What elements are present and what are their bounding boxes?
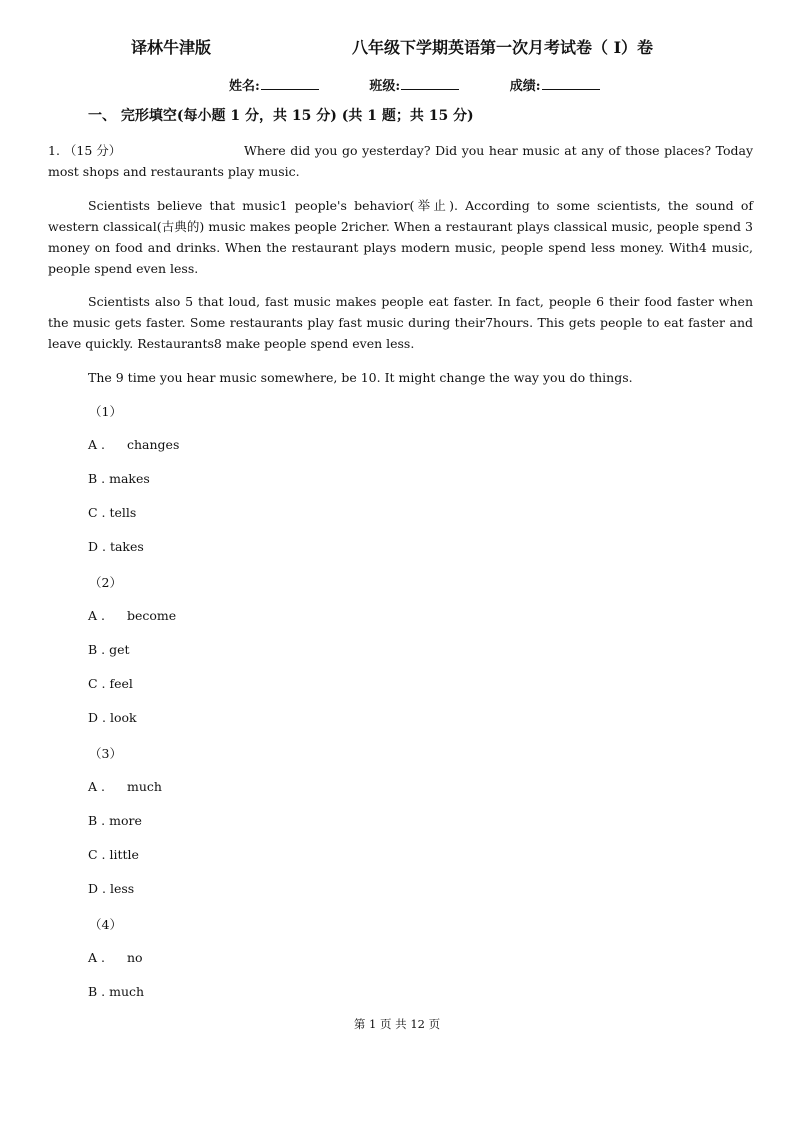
option-text: feel [109,676,133,691]
option-item [88,676,133,691]
option-letter: D . [88,710,106,725]
option-item [88,539,144,554]
class-blank [401,77,459,90]
option-letter: D . [88,881,106,896]
subquestion-label: （2） [89,575,122,590]
option-item [88,881,134,896]
option-text: tells [109,505,137,520]
class-field [369,75,459,94]
option-letter: B . [88,813,106,828]
option-item [88,779,162,794]
name-label: 姓名: [229,79,260,94]
score-field [510,75,600,94]
option-item [88,437,179,452]
option-text: takes [109,539,144,554]
option-item [88,471,150,486]
option-item [88,984,144,999]
page-footer: 第 1 页 共 12 页 [353,1017,441,1031]
passage-paragraph: Scientists also 5 that loud, fast music makes people eat faster. In fact, people 6 their food faster when the music gets faster. Some restaurants play fast music during their7hours. This gets people to eat faster and leave quickly. Restaurants8 make people spend even less. [48,294,753,351]
passage-paragraph: Scientists believe that music1 people's behavior(举止). According to some scientists, the sound of western classical(古典的) music makes people 2richer. When a restaurant plays classical music, people spend 3 money on food and drinks. When the restaurant plays modern music, people spend less money. With4 music, people spend even less. [48,198,753,276]
option-letter: C . [88,676,106,691]
class-label: 班级: [369,79,401,94]
option-text: no [126,950,143,965]
exam-title: 八年级下学期英语第一次月考试卷（ I）卷 [352,38,654,57]
option-item [88,950,143,965]
option-item [88,505,136,520]
option-text: little [109,847,139,862]
option-letter: C . [88,847,106,862]
option-item [88,642,130,657]
student-info-row [229,75,600,94]
option-text: more [109,813,142,828]
option-letter: D . [88,539,106,554]
question-intro [48,140,753,182]
option-letter: A . [88,950,105,965]
option-text: get [109,642,130,657]
score-blank [542,77,600,90]
option-text: much [109,984,145,999]
section-heading: 一、 完形填空(每小题 1 分，共 15 分) (共 1 题；共 15 分) [88,108,474,124]
option-text: makes [109,471,150,486]
option-item [88,847,139,862]
option-letter: B . [88,984,106,999]
option-text: look [109,710,137,725]
name-blank [261,77,319,90]
name-field [229,75,319,94]
option-text: much [126,779,162,794]
option-letter: C . [88,505,106,520]
score-label: 成绩: [509,79,541,94]
option-text: become [126,608,177,623]
option-text: less [109,881,135,896]
publisher-title: 译林牛津版 [131,38,212,57]
option-item [88,813,142,828]
question-number: 1. （15 分） [48,143,122,158]
option-letter: B . [88,642,106,657]
option-letter: A . [88,779,105,794]
option-letter: A . [88,437,105,452]
option-item [88,710,137,725]
subquestion-label: （1） [89,404,122,419]
subquestion-label: （4） [89,917,122,932]
option-letter: A . [88,608,105,623]
option-item [88,608,176,623]
passage-paragraph: The 9 time you hear music somewhere, be 10. It might change the way you do things. [88,370,633,385]
option-text: changes [126,437,180,452]
subquestion-label: （3） [89,746,122,761]
question-intro-text: Where did you go yesterday? Did you hear music at any of those places? Today most shops and restaurants play music. [48,143,753,179]
option-letter: B . [88,471,106,486]
